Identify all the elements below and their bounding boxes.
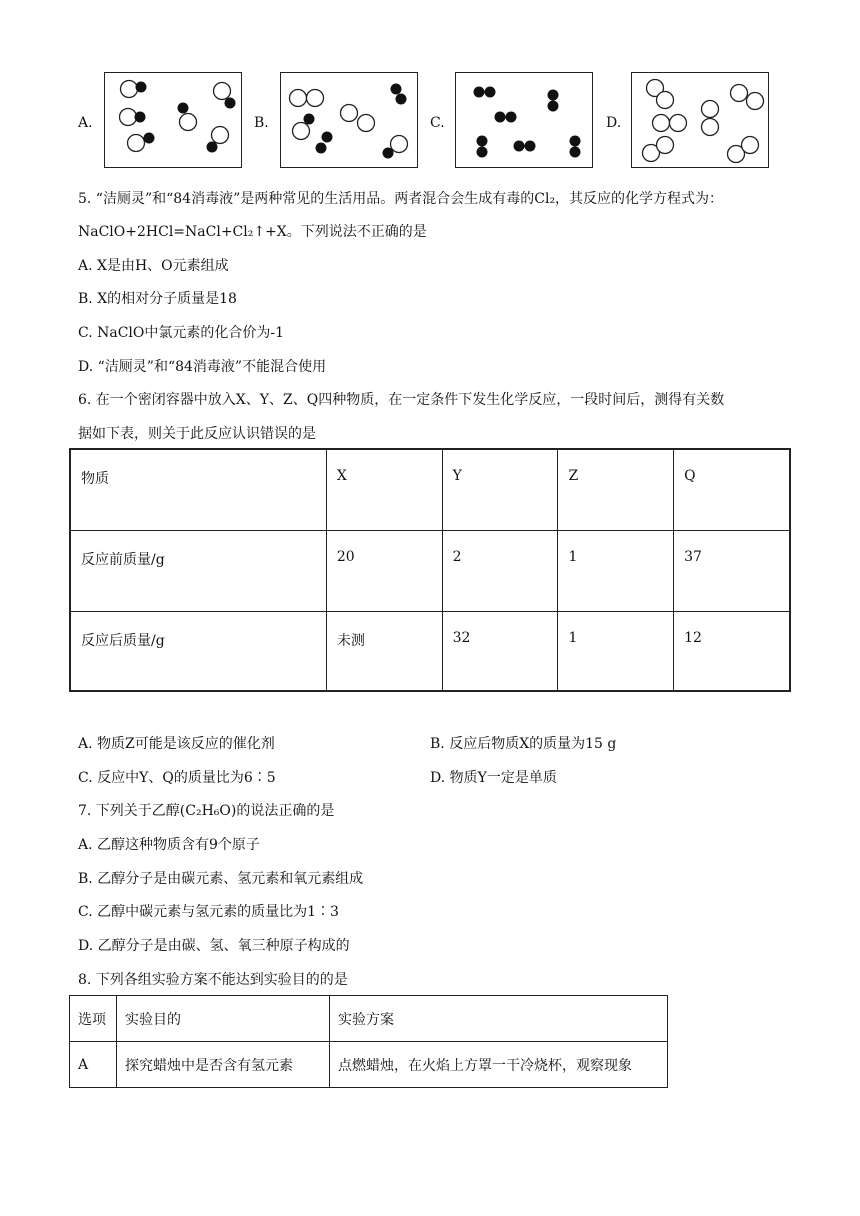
option-d-label: D. — [606, 115, 622, 131]
particle-diagram-b-svg — [281, 73, 419, 169]
q6-stem-line1: 6. 在一个密闭容器中放入X、Y、Z、Q四种物质，在一定条件下发生化学反应，一段时间后，测得有关数 — [78, 392, 725, 408]
q5-option-a: A. X是由H、O元素组成 — [78, 258, 229, 274]
q6-stem-line2: 据如下表，则关于此反应认识错误的是 — [78, 426, 316, 442]
q7-option-d: D. 乙醇分子是由碳、氢、氧三种原子构成的 — [78, 938, 350, 954]
q8-stem: 8. 下列各组实验方案不能达到实验目的的是 — [78, 972, 348, 988]
q7-option-b: B. 乙醇分子是由碳元素、氢元素和氧元素组成 — [78, 871, 364, 887]
table-cell: 实验方案 — [330, 996, 668, 1042]
particle-diagram-d — [631, 72, 769, 168]
particle-diagram-a — [104, 72, 242, 168]
table-cell: 探究蜡烛中是否含有氢元素 — [117, 1042, 330, 1088]
option-c-label: C. — [430, 115, 445, 131]
q5-option-c: C. NaClO中氯元素的化合价为-1 — [78, 325, 285, 341]
q5-stem-line2: NaClO+2HCl=NaCl+Cl₂↑+X。下列说法不正确的是 — [78, 224, 427, 240]
option-a-label: A. — [78, 115, 93, 131]
table-cell: 1 — [558, 612, 674, 692]
table-cell: 32 — [442, 612, 558, 692]
table-cell: 点燃蜡烛，在火焰上方罩一干冷烧杯，观察现象 — [330, 1042, 668, 1088]
particle-diagram-c-svg — [456, 73, 594, 169]
table-cell: 物质 — [70, 449, 326, 531]
q5-option-d: D. “洁厕灵”和“84消毒液”不能混合使用 — [78, 359, 327, 375]
q7-option-a: A. 乙醇这种物质含有9个原子 — [78, 837, 260, 853]
table-row — [70, 612, 790, 692]
table-cell: Q — [674, 449, 790, 531]
q5-stem-line1: 5. “洁厕灵”和“84消毒液”是两种常见的生活用品。两者混合会生成有毒的Cl₂，其反应的化学方程式为： — [78, 191, 724, 207]
table-cell: 2 — [442, 531, 558, 612]
table-cell: 反应后质量/g — [70, 612, 326, 692]
q5-option-b: B. X的相对分子质量是18 — [78, 291, 237, 307]
table-cell: Z — [558, 449, 674, 531]
table-cell: 未测 — [326, 612, 442, 692]
q6-option-b: B. 反应后物质X的质量为15 g — [430, 736, 617, 752]
table-cell: X — [326, 449, 442, 531]
particle-diagram-b — [280, 72, 418, 168]
q6-option-c: C. 反应中Y、Q的质量比为6∶5 — [78, 770, 276, 786]
q6-option-a: A. 物质Z可能是该反应的催化剂 — [78, 736, 275, 752]
table-cell: Y — [442, 449, 558, 531]
table-cell: 20 — [326, 531, 442, 612]
table-cell: A — [70, 1042, 117, 1088]
table-cell: 37 — [674, 531, 790, 612]
table-cell: 反应前质量/g — [70, 531, 326, 612]
q7-stem: 7. 下列关于乙醇(C₂H₆O)的说法正确的是 — [78, 803, 335, 819]
q7-option-c: C. 乙醇中碳元素与氢元素的质量比为1∶3 — [78, 904, 339, 920]
table-row — [70, 531, 790, 612]
table-cell: 实验目的 — [117, 996, 330, 1042]
table-cell: 12 — [674, 612, 790, 692]
q6-data-table — [69, 448, 791, 692]
table-cell: 1 — [558, 531, 674, 612]
q6-option-d: D. 物质Y一定是单质 — [430, 770, 557, 786]
particle-diagram-a-svg — [105, 73, 243, 169]
q8-table — [69, 995, 668, 1088]
particle-diagram-c — [455, 72, 593, 168]
table-row — [70, 996, 668, 1042]
table-row — [70, 1042, 668, 1088]
option-b-label: B. — [254, 115, 269, 131]
particle-diagram-d-svg — [632, 73, 770, 169]
table-cell: 选项 — [70, 996, 117, 1042]
table-row — [70, 449, 790, 531]
